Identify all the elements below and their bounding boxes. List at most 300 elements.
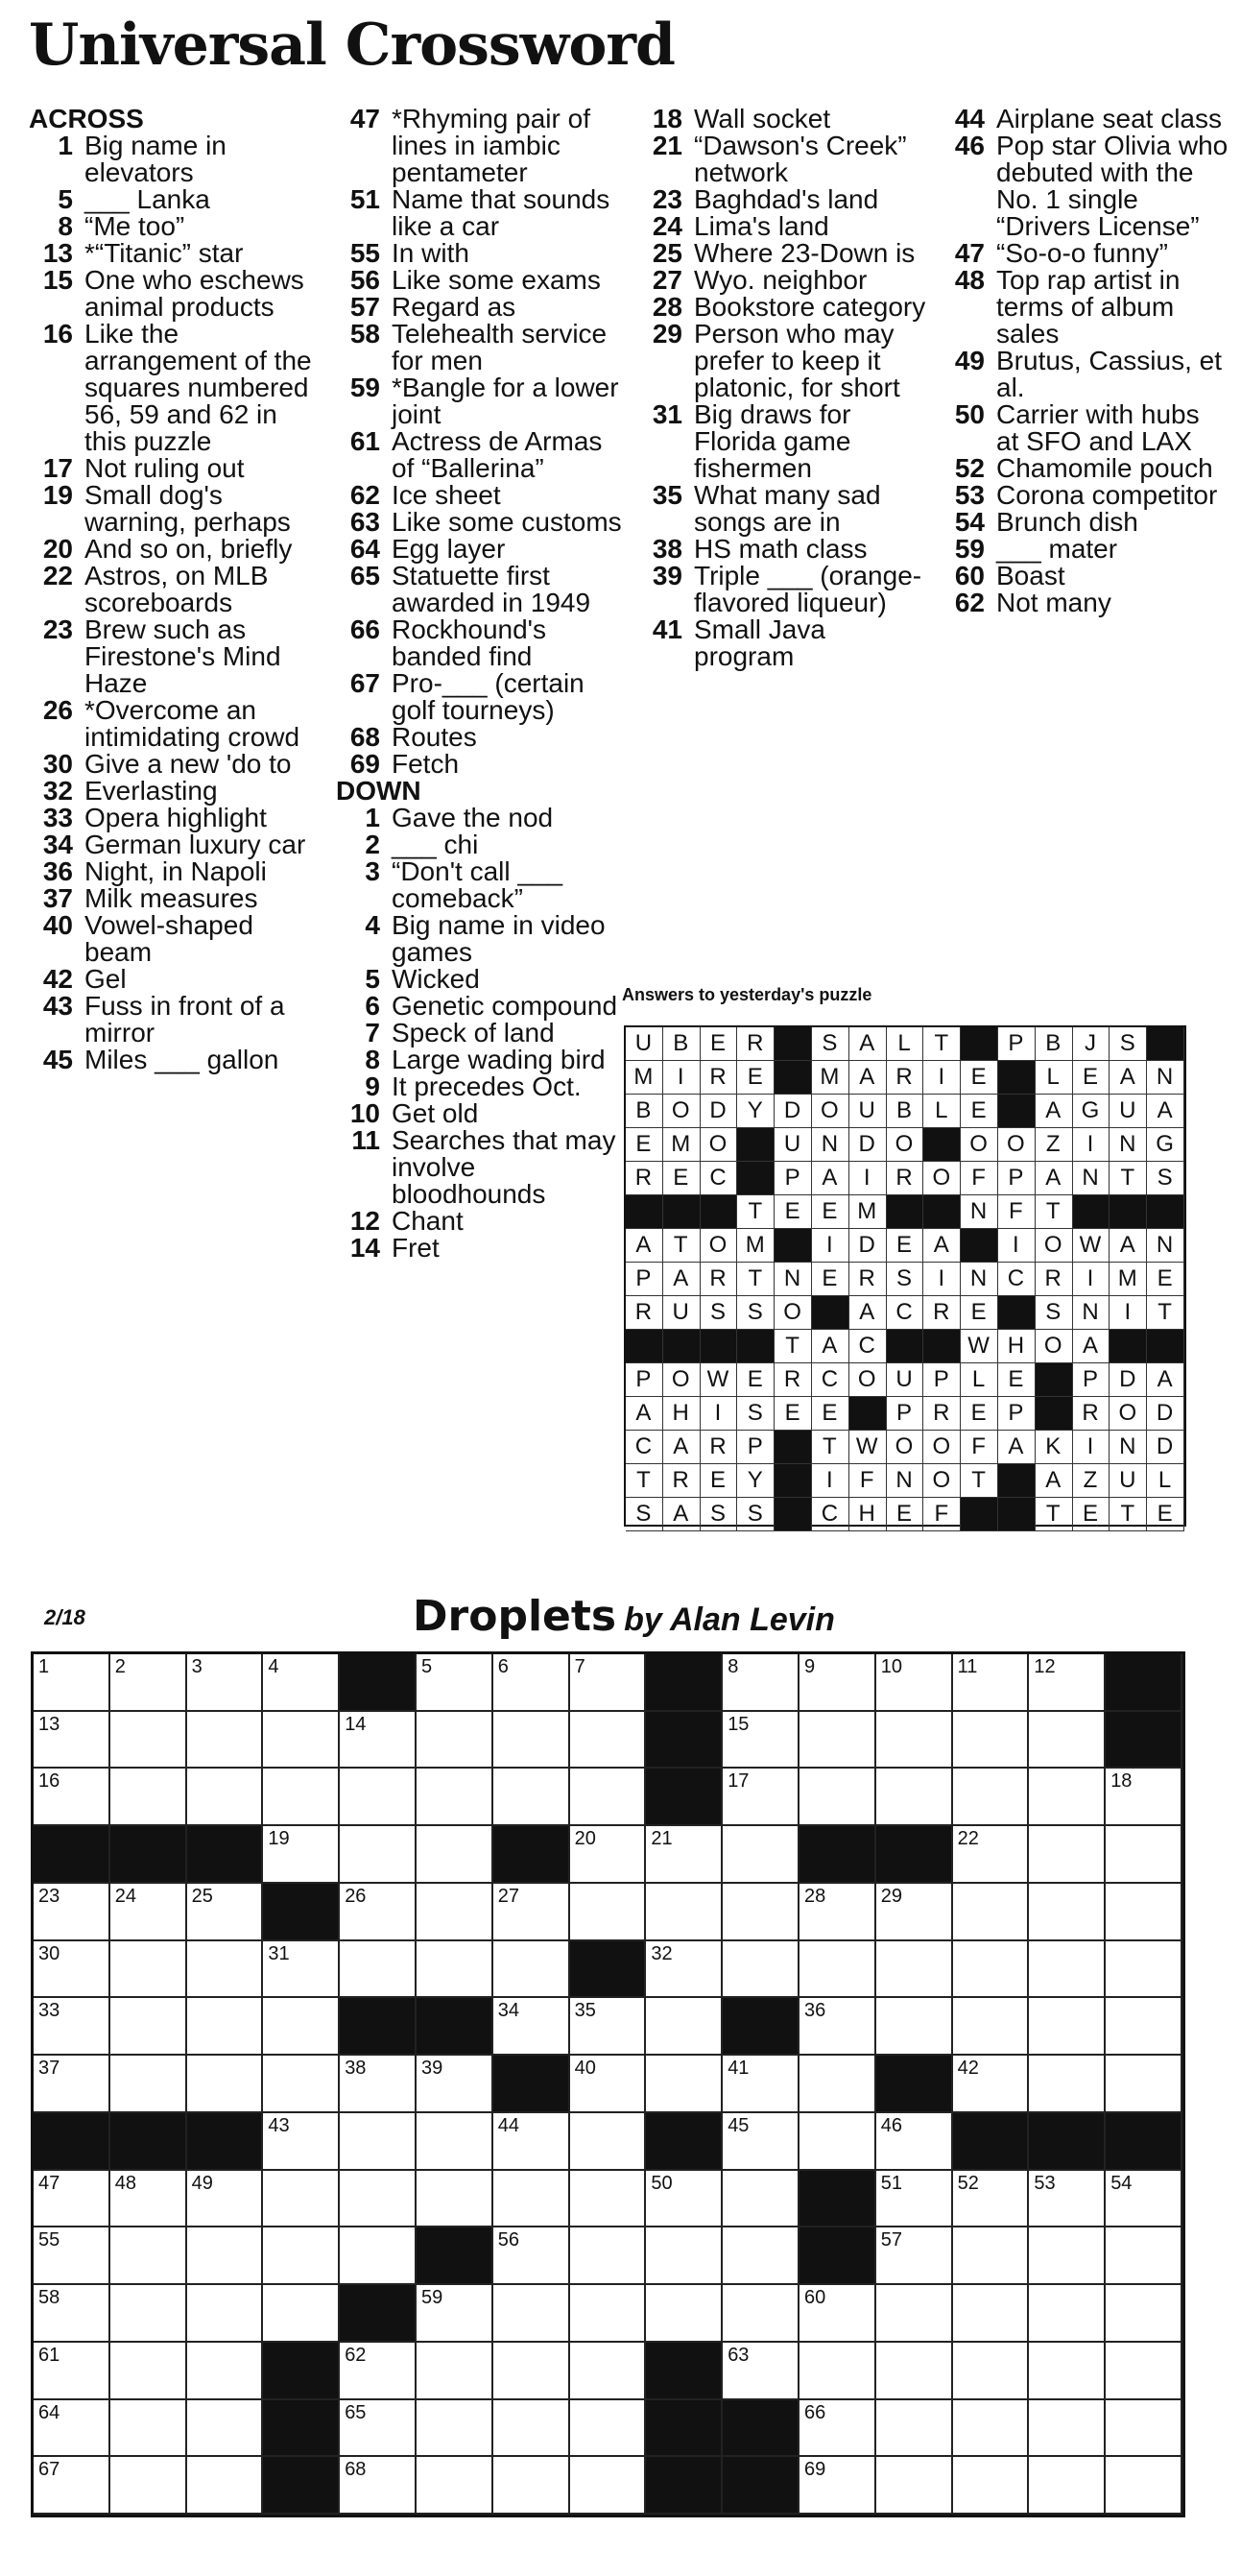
grid-cell[interactable]	[1106, 2227, 1182, 2285]
grid-cell[interactable]	[1106, 2400, 1182, 2458]
grid-cell[interactable]	[570, 2056, 647, 2113]
grid-cell[interactable]	[187, 2056, 264, 2113]
grid-cell[interactable]	[110, 2285, 187, 2343]
answer-letter: R	[701, 1263, 738, 1296]
grid-cell[interactable]	[723, 1884, 799, 1941]
cell-number: 38	[345, 2058, 367, 2080]
grid-cell[interactable]	[187, 1769, 264, 1826]
grid-cell[interactable]	[876, 1884, 953, 1941]
grid-cell[interactable]	[417, 1712, 493, 1769]
grid-cell[interactable]	[953, 1941, 1030, 1999]
answer-black-square	[775, 1498, 812, 1531]
grid-cell[interactable]	[110, 2227, 187, 2285]
grid-cell[interactable]	[263, 2285, 340, 2343]
clue-column-2	[336, 106, 624, 1262]
grid-cell[interactable]	[263, 2171, 340, 2228]
clue-text: It precedes Oct.	[392, 1071, 582, 1101]
grid-cell[interactable]	[570, 2227, 647, 2285]
grid-cell[interactable]	[417, 2171, 493, 2228]
grid-cell[interactable]	[723, 2113, 799, 2171]
cell-number: 65	[345, 2401, 367, 2423]
answer-letter: N	[812, 1128, 849, 1162]
answer-letter: T	[1110, 1498, 1147, 1531]
cell-number: 66	[804, 2401, 826, 2423]
puzzle-name: Droplets	[413, 1592, 617, 1641]
grid-cell[interactable]	[493, 1712, 570, 1769]
grid-cell[interactable]	[34, 2285, 110, 2343]
grid-cell[interactable]	[187, 1712, 264, 1769]
grid-cell[interactable]	[340, 2400, 417, 2458]
grid-cell[interactable]	[953, 1826, 1030, 1884]
grid-cell[interactable]	[34, 1654, 110, 1712]
answer-letter: O	[663, 1095, 701, 1128]
grid-cell[interactable]	[876, 1712, 953, 1769]
clue-number: 47	[349, 104, 380, 133]
across-clue	[336, 267, 624, 294]
grid-cell[interactable]	[1029, 1654, 1106, 1712]
grid-cell[interactable]	[187, 2227, 264, 2285]
clue-number: 1	[58, 131, 73, 160]
grid-cell[interactable]	[876, 2285, 953, 2343]
grid-cell[interactable]	[340, 1712, 417, 1769]
clue-text: Bookstore category	[694, 292, 926, 322]
grid-cell[interactable]	[417, 2343, 493, 2400]
grid-cell[interactable]	[263, 1941, 340, 1999]
grid-cell[interactable]	[1106, 2056, 1182, 2113]
answer-letter: A	[1110, 1061, 1147, 1095]
grid-cell[interactable]	[1106, 2285, 1182, 2343]
grid-cell[interactable]	[1029, 1884, 1106, 1941]
grid-cell[interactable]	[187, 1884, 264, 1941]
grid-cell[interactable]	[876, 2400, 953, 2458]
grid-cell[interactable]	[570, 2457, 647, 2515]
grid-cell[interactable]	[187, 1941, 264, 1999]
clue-text: ___ chi	[392, 830, 479, 859]
clue-text: Regard as	[392, 292, 516, 322]
clue-number: 63	[349, 507, 380, 537]
grid-cell[interactable]	[110, 2171, 187, 2228]
clue-text: Routes	[392, 722, 477, 752]
clue-text: “Dawson's Creek” network	[694, 131, 907, 187]
grid-cell[interactable]	[340, 1769, 417, 1826]
grid-cell[interactable]	[417, 2400, 493, 2458]
answer-letter: D	[1110, 1363, 1147, 1397]
grid-cell[interactable]	[110, 1941, 187, 1999]
grid-cell[interactable]	[570, 1884, 647, 1941]
across-clue	[29, 321, 317, 455]
grid-cell[interactable]	[417, 1941, 493, 1999]
grid-cell[interactable]	[723, 2227, 799, 2285]
grid-cell[interactable]	[723, 2343, 799, 2400]
grid-cell[interactable]	[493, 2457, 570, 2515]
grid-cell[interactable]	[187, 1654, 264, 1712]
grid-cell[interactable]	[110, 1712, 187, 1769]
grid-cell[interactable]	[1029, 2285, 1106, 2343]
cell-number: 48	[114, 2172, 137, 2194]
answer-letter: T	[663, 1229, 701, 1263]
black-square	[646, 1654, 723, 1712]
grid-cell[interactable]	[1106, 1884, 1182, 1941]
grid-cell[interactable]	[799, 2056, 876, 2113]
grid-cell[interactable]	[110, 2400, 187, 2458]
grid-cell[interactable]	[493, 1941, 570, 1999]
across-clue	[29, 482, 317, 536]
grid-cell[interactable]	[340, 1884, 417, 1941]
grid-cell[interactable]	[34, 2171, 110, 2228]
grid-cell[interactable]	[187, 2171, 264, 2228]
grid-cell[interactable]	[799, 2400, 876, 2458]
grid-cell[interactable]	[110, 2457, 187, 2515]
answer-letter: A	[849, 1061, 887, 1095]
answer-letter: R	[701, 1431, 738, 1464]
grid-cell[interactable]	[646, 2285, 723, 2343]
grid-cell[interactable]	[417, 1826, 493, 1884]
grid-cell[interactable]	[646, 2171, 723, 2228]
answer-letter: O	[923, 1431, 961, 1464]
down-clue	[941, 240, 1229, 267]
grid-cell[interactable]	[34, 1941, 110, 1999]
grid-cell[interactable]	[953, 1769, 1030, 1826]
grid-cell[interactable]	[799, 1998, 876, 2056]
grid-cell[interactable]	[1029, 1769, 1106, 1826]
grid-cell[interactable]	[187, 2285, 264, 2343]
grid-cell[interactable]	[876, 1654, 953, 1712]
grid-cell[interactable]	[570, 1654, 647, 1712]
answer-black-square	[775, 1027, 812, 1061]
grid-cell[interactable]	[1106, 2171, 1182, 2228]
grid-cell[interactable]	[417, 2457, 493, 2515]
grid-cell[interactable]	[493, 1998, 570, 2056]
cell-number: 39	[421, 2058, 443, 2080]
grid-cell[interactable]	[953, 2400, 1030, 2458]
answer-letter: P	[998, 1397, 1036, 1431]
grid-cell[interactable]	[110, 2343, 187, 2400]
answer-letter: P	[998, 1027, 1036, 1061]
grid-cell[interactable]	[953, 1712, 1030, 1769]
grid-cell[interactable]	[1106, 1941, 1182, 1999]
grid-cell[interactable]	[187, 1998, 264, 2056]
grid-cell[interactable]	[646, 2056, 723, 2113]
grid-cell[interactable]	[493, 2400, 570, 2458]
clue-number: 28	[652, 292, 682, 322]
grid-cell[interactable]	[340, 2056, 417, 2113]
clue-number: 33	[42, 803, 73, 832]
grid-cell[interactable]	[1029, 2400, 1106, 2458]
grid-cell[interactable]	[340, 2343, 417, 2400]
cell-number: 31	[268, 1942, 290, 1964]
grid-cell[interactable]	[646, 1826, 723, 1884]
grid-cell[interactable]	[876, 1941, 953, 1999]
grid-cell[interactable]	[110, 1998, 187, 2056]
black-square	[340, 1654, 417, 1712]
grid-cell[interactable]	[34, 2056, 110, 2113]
grid-cell[interactable]	[570, 2343, 647, 2400]
down-clue	[638, 563, 926, 616]
clue-text: Brew such as Firestone's Mind Haze	[84, 614, 281, 698]
grid-cell[interactable]	[799, 1654, 876, 1712]
grid-cell[interactable]	[110, 1884, 187, 1941]
grid-cell[interactable]	[417, 1884, 493, 1941]
grid-cell[interactable]	[953, 1884, 1030, 1941]
across-clue	[29, 132, 317, 186]
cell-number: 8	[728, 1656, 739, 1677]
grid-cell[interactable]	[417, 1769, 493, 1826]
clue-number: 18	[652, 104, 682, 133]
grid-cell[interactable]	[723, 1654, 799, 1712]
cell-number: 56	[497, 2229, 520, 2251]
grid-cell[interactable]	[570, 1712, 647, 1769]
grid-cell[interactable]	[187, 2400, 264, 2458]
answer-letter: N	[1110, 1128, 1147, 1162]
grid-cell[interactable]	[570, 1826, 647, 1884]
clue-number: 24	[652, 211, 682, 241]
grid-cell[interactable]	[1029, 1826, 1106, 1884]
clue-number: 15	[42, 265, 73, 295]
grid-cell[interactable]	[417, 1654, 493, 1712]
grid-cell[interactable]	[953, 2285, 1030, 2343]
answer-letter: A	[923, 1229, 961, 1263]
grid-cell[interactable]	[953, 2343, 1030, 2400]
grid-cell[interactable]	[340, 2457, 417, 2515]
grid-cell[interactable]	[493, 2285, 570, 2343]
grid-cell[interactable]	[1029, 2227, 1106, 2285]
grid-cell[interactable]	[723, 1941, 799, 1999]
grid-cell[interactable]	[799, 2457, 876, 2515]
clue-text: Big name in elevators	[84, 131, 227, 187]
black-square	[646, 2400, 723, 2458]
grid-cell[interactable]	[340, 1941, 417, 1999]
grid-cell[interactable]	[570, 1769, 647, 1826]
grid-cell[interactable]	[799, 2343, 876, 2400]
grid-cell[interactable]	[34, 1998, 110, 2056]
grid-cell[interactable]	[1106, 2343, 1182, 2400]
clue-text: Telehealth service for men	[392, 319, 608, 375]
grid-cell[interactable]	[340, 2171, 417, 2228]
black-square	[263, 2343, 340, 2400]
grid-cell[interactable]	[646, 2227, 723, 2285]
answer-letter: F	[961, 1162, 998, 1195]
black-square	[1029, 2113, 1106, 2171]
grid-cell[interactable]	[493, 1884, 570, 1941]
cell-number: 26	[345, 1885, 367, 1907]
answer-letter: T	[775, 1330, 812, 1363]
grid-cell[interactable]	[34, 1712, 110, 1769]
answer-black-square	[923, 1330, 961, 1363]
grid-cell[interactable]	[876, 2113, 953, 2171]
grid-cell[interactable]	[1106, 2457, 1182, 2515]
grid-cell[interactable]	[1029, 2343, 1106, 2400]
answer-letter: S	[1036, 1296, 1073, 1330]
grid-cell[interactable]	[723, 1826, 799, 1884]
answer-letter: Z	[1036, 1128, 1073, 1162]
grid-cell[interactable]	[34, 2343, 110, 2400]
grid-cell[interactable]	[570, 2400, 647, 2458]
black-square	[876, 1826, 953, 1884]
grid-cell[interactable]	[723, 2285, 799, 2343]
grid-cell[interactable]	[340, 1826, 417, 1884]
grid-cell[interactable]	[799, 1941, 876, 1999]
answer-black-square	[998, 1061, 1036, 1095]
black-square	[263, 1884, 340, 1941]
grid-cell[interactable]	[953, 2171, 1030, 2228]
grid-cell[interactable]	[263, 2113, 340, 2171]
clue-number: 40	[42, 910, 73, 940]
grid-cell[interactable]	[110, 2056, 187, 2113]
grid-cell[interactable]	[876, 1769, 953, 1826]
grid-cell[interactable]	[110, 1769, 187, 1826]
grid-cell[interactable]	[1106, 1769, 1182, 1826]
grid-cell[interactable]	[34, 2400, 110, 2458]
grid-cell[interactable]	[953, 1654, 1030, 1712]
grid-cell[interactable]	[723, 1712, 799, 1769]
grid-cell[interactable]	[646, 1884, 723, 1941]
grid-cell[interactable]	[417, 2056, 493, 2113]
clue-number: 66	[349, 614, 380, 644]
down-clue	[941, 106, 1229, 132]
grid-cell[interactable]	[1029, 2171, 1106, 2228]
grid-cell[interactable]	[876, 1998, 953, 2056]
grid-cell[interactable]	[953, 2457, 1030, 2515]
down-clue	[336, 1047, 624, 1073]
clue-number: 4	[365, 910, 380, 940]
grid-cell[interactable]	[799, 1712, 876, 1769]
grid-cell[interactable]	[799, 2113, 876, 2171]
grid-cell[interactable]	[1029, 1998, 1106, 2056]
answer-black-square	[849, 1397, 887, 1431]
grid-cell[interactable]	[799, 1769, 876, 1826]
across-clue	[336, 106, 624, 186]
grid-cell[interactable]	[570, 1998, 647, 2056]
answer-letter: N	[1073, 1162, 1110, 1195]
answer-letter: O	[923, 1464, 961, 1498]
cell-number: 4	[268, 1656, 279, 1677]
down-clue	[941, 509, 1229, 536]
clue-number: 10	[349, 1098, 380, 1128]
grid-cell[interactable]	[876, 2227, 953, 2285]
grid-cell[interactable]	[493, 2343, 570, 2400]
grid-cell[interactable]	[1106, 1826, 1182, 1884]
cell-number: 58	[38, 2287, 60, 2309]
grid-cell[interactable]	[1029, 2056, 1106, 2113]
grid-cell[interactable]	[723, 1769, 799, 1826]
grid-cell[interactable]	[953, 2227, 1030, 2285]
clue-number: 51	[349, 184, 380, 214]
grid-cell[interactable]	[263, 2227, 340, 2285]
grid-cell[interactable]	[570, 2285, 647, 2343]
grid-cell[interactable]	[340, 2113, 417, 2171]
grid-cell[interactable]	[493, 1769, 570, 1826]
grid-cell[interactable]	[876, 2171, 953, 2228]
answer-black-square	[923, 1128, 961, 1162]
clue-text: ___ Lanka	[84, 184, 210, 214]
answer-black-square	[701, 1195, 738, 1229]
answer-letter: R	[1036, 1263, 1073, 1296]
grid-cell[interactable]	[263, 1826, 340, 1884]
clue-text: Brutus, Cassius, et al.	[996, 346, 1222, 402]
black-square	[953, 2113, 1030, 2171]
clue-text: Milk measures	[84, 883, 258, 913]
grid-cell[interactable]	[493, 2171, 570, 2228]
across-clue	[29, 885, 317, 912]
clue-text: Person who may prefer to keep it platonic, for short	[694, 319, 900, 402]
grid-cell[interactable]	[110, 1654, 187, 1712]
clue-text: Corona competitor	[996, 480, 1218, 510]
grid-cell[interactable]	[1029, 1941, 1106, 1999]
grid-cell[interactable]	[263, 1654, 340, 1712]
grid-cell[interactable]	[417, 2113, 493, 2171]
grid-cell[interactable]	[723, 2056, 799, 2113]
answer-letter: E	[701, 1464, 738, 1498]
grid-cell[interactable]	[799, 2285, 876, 2343]
grid-cell[interactable]	[953, 1998, 1030, 2056]
grid-cell[interactable]	[799, 1884, 876, 1941]
answer-black-square	[923, 1195, 961, 1229]
answer-letter: B	[663, 1027, 701, 1061]
grid-cell[interactable]	[34, 1884, 110, 1941]
answer-letter: A	[626, 1229, 663, 1263]
answer-black-square	[812, 1296, 849, 1330]
answer-black-square	[1110, 1195, 1147, 1229]
answer-letter: I	[812, 1464, 849, 1498]
grid-cell[interactable]	[1029, 2457, 1106, 2515]
grid-cell[interactable]	[570, 2171, 647, 2228]
across-heading: ACROSS	[29, 104, 144, 133]
grid-cell[interactable]	[493, 2227, 570, 2285]
cell-number: 6	[497, 1656, 509, 1677]
answer-letter: I	[923, 1061, 961, 1095]
grid-cell[interactable]	[493, 1654, 570, 1712]
grid-cell[interactable]	[34, 1769, 110, 1826]
clue-text: And so on, briefly	[84, 534, 293, 564]
grid-cell[interactable]	[953, 2056, 1030, 2113]
answer-black-square	[1147, 1195, 1184, 1229]
grid-cell[interactable]	[34, 2227, 110, 2285]
clue-column-3	[638, 106, 926, 670]
grid-cell[interactable]	[417, 2285, 493, 2343]
grid-cell[interactable]	[263, 2056, 340, 2113]
grid-cell[interactable]	[263, 1712, 340, 1769]
grid-cell[interactable]	[646, 1998, 723, 2056]
answer-black-square	[1036, 1397, 1073, 1431]
cell-number: 50	[651, 2172, 673, 2194]
black-square	[646, 1769, 723, 1826]
clue-text: Statuette first awarded in 1949	[392, 561, 591, 617]
grid-cell[interactable]	[187, 2343, 264, 2400]
grid-cell[interactable]	[723, 2171, 799, 2228]
answer-letter: L	[961, 1363, 998, 1397]
clue-text: *Overcome an intimidating crowd	[84, 695, 300, 752]
grid-cell[interactable]	[1106, 1998, 1182, 2056]
grid-cell[interactable]	[340, 2227, 417, 2285]
grid-cell[interactable]	[263, 1998, 340, 2056]
answer-letter: A	[1073, 1330, 1110, 1363]
grid-cell[interactable]	[646, 1941, 723, 1999]
grid-cell[interactable]	[34, 2457, 110, 2515]
answer-letter: E	[887, 1498, 924, 1531]
grid-cell[interactable]	[263, 1769, 340, 1826]
grid-cell[interactable]	[493, 2113, 570, 2171]
clue-number: 41	[652, 614, 682, 644]
answer-letter: D	[701, 1095, 738, 1128]
answer-letter: N	[961, 1263, 998, 1296]
grid-cell[interactable]	[876, 2343, 953, 2400]
grid-cell[interactable]	[570, 2113, 647, 2171]
answer-letter: A	[812, 1162, 849, 1195]
grid-cell[interactable]	[187, 2457, 264, 2515]
grid-cell[interactable]	[1029, 1712, 1106, 1769]
grid-cell[interactable]	[876, 2457, 953, 2515]
answer-letter: R	[775, 1363, 812, 1397]
